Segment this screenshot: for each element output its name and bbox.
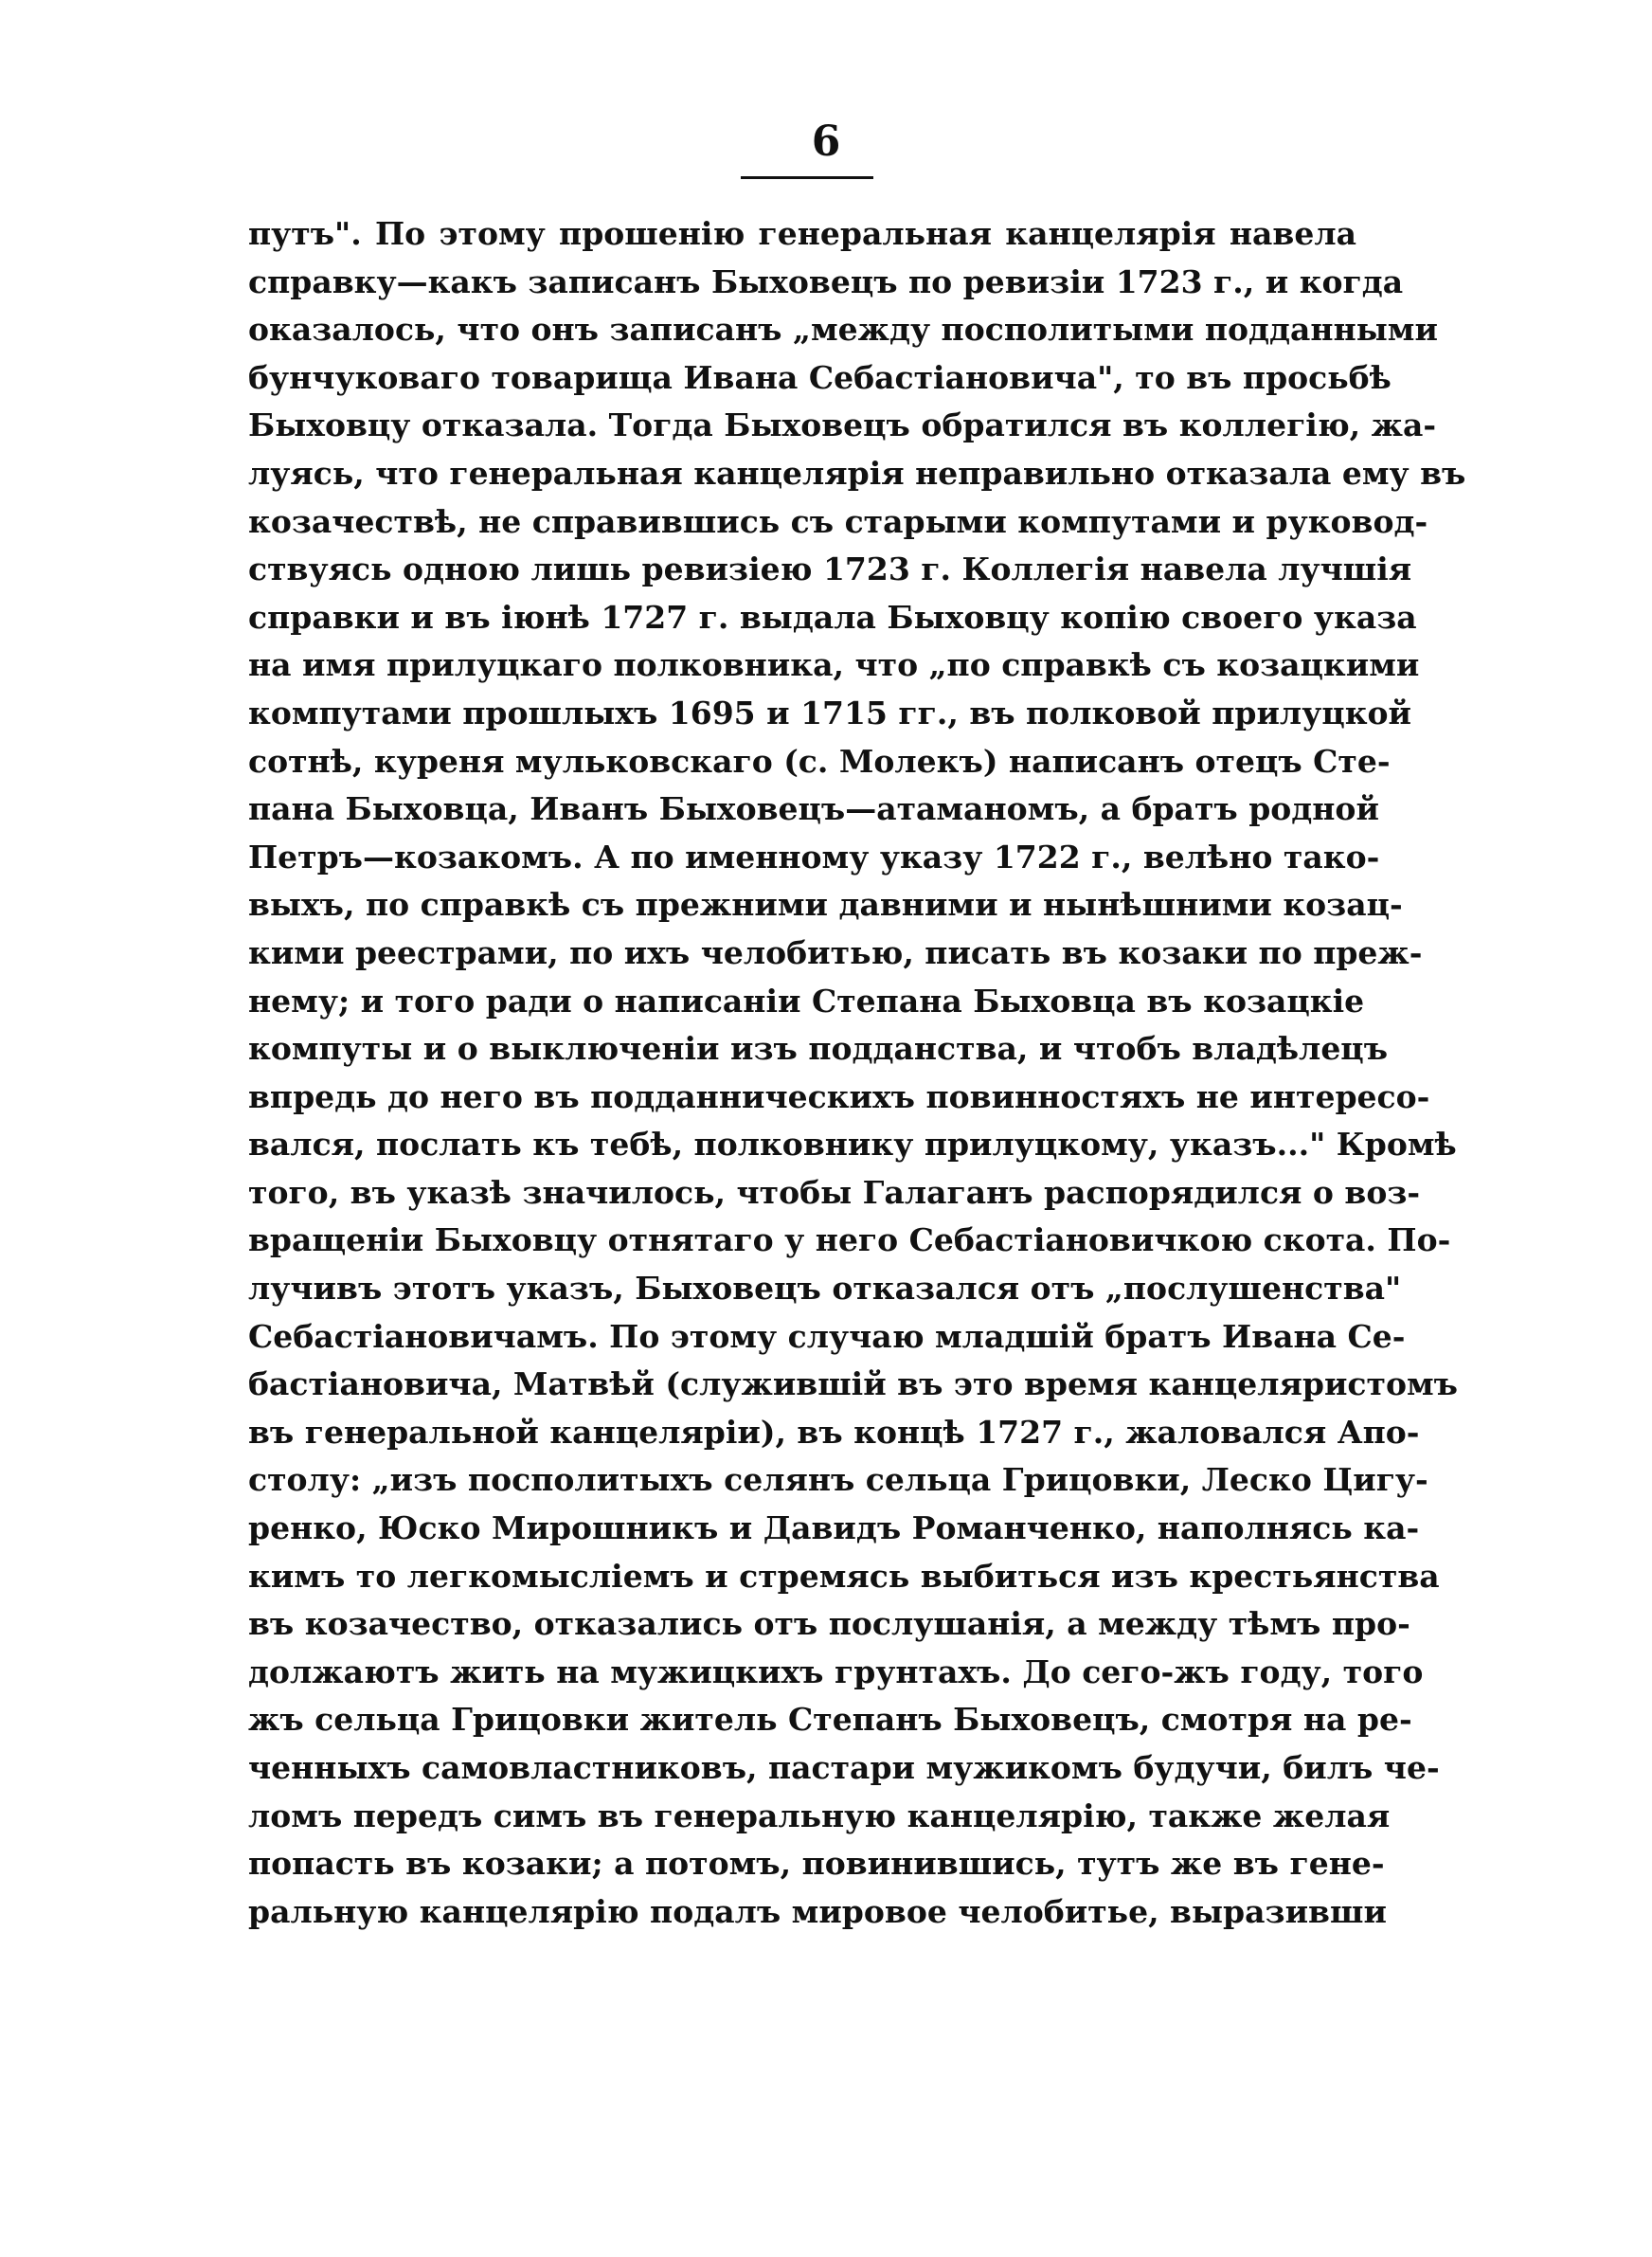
text-line: кими реестрами, по ихъ челобитью, писать въ козаки по преж- bbox=[248, 933, 1423, 971]
text-line: Быховцу отказала. Тогда Быховецъ обратился въ коллегію, жа- bbox=[248, 406, 1437, 444]
text-line: на имя прилуцкаго полковника, что „по справкѣ съ козацкими bbox=[248, 646, 1420, 684]
text-line: Петръ—козакомъ. А по именному указу 1722 г., велѣно тако- bbox=[248, 838, 1380, 876]
text-line: жъ сельца Грицовки житель Степанъ Быховецъ, смотря на ре- bbox=[248, 1701, 1412, 1739]
text-line: попасть въ козаки; а потомъ, повинившись, тутъ же въ гене- bbox=[248, 1845, 1385, 1883]
text-line: въ козачество, отказались отъ послушанія, а между тѣмъ про- bbox=[248, 1605, 1410, 1643]
text-line: козачествѣ, не справившись съ старыми компутами и руковод- bbox=[248, 502, 1428, 540]
page-number: 6 bbox=[811, 117, 841, 166]
text-line: ствуясь одною лишь ревизіею 1723 г. Коллегія навела лучшія bbox=[248, 551, 1412, 588]
text-line: лучивъ этотъ указъ, Быховецъ отказался отъ „послушенства" bbox=[248, 1270, 1402, 1308]
text-line: компутами прошлыхъ 1695 и 1715 гг., въ полковой прилуцкой bbox=[248, 694, 1412, 731]
text-line: справку—какъ записанъ Быховецъ по ревизіи 1723 г., и когда bbox=[248, 262, 1404, 300]
text-line: того, въ указѣ значилось, чтобы Галаганъ распорядился о воз- bbox=[248, 1173, 1421, 1211]
text-line: выхъ, по справкѣ съ прежними давними и нынѣшними козац- bbox=[248, 886, 1403, 924]
text-line: луясь, что генеральная канцелярія неправильно отказала ему въ bbox=[248, 454, 1466, 492]
text-line: должаютъ жить на мужицкихъ грунтахъ. До сего-жъ году, того bbox=[248, 1652, 1424, 1690]
text-line: въ генеральной канцеляріи), въ концѣ 1727 г., жаловался Апо- bbox=[248, 1413, 1420, 1451]
text-line: сотнѣ, куреня мульковскаго (с. Молекъ) написанъ отецъ Сте- bbox=[248, 742, 1391, 780]
text-line: оказалось, что онъ записанъ „между посполитыми подданными bbox=[248, 311, 1438, 349]
text-line: ральную канцелярію подалъ мировое челобитье, выразивши bbox=[248, 1892, 1387, 1930]
text-line: пана Быховца, Иванъ Быховецъ—атаманомъ, а братъ родной bbox=[248, 790, 1379, 828]
text-line: бастіановича, Матвѣй (служившій въ это время канцеляристомъ bbox=[248, 1365, 1458, 1403]
text-line: столу: „изъ посполитыхъ селянъ сельца Грицовки, Леско Цигу- bbox=[248, 1461, 1428, 1499]
text-line: Себастіановичамъ. По этому случаю младшій братъ Ивана Се- bbox=[248, 1317, 1406, 1355]
text-line: впредь до него въ подданническихъ повинностяхъ не интересо- bbox=[248, 1077, 1430, 1115]
page-number-rule bbox=[741, 176, 873, 179]
text-line: справки и въ іюнѣ 1727 г. выдала Быховцу копію своего указа bbox=[248, 598, 1417, 636]
text-line: нему; и того ради о написаніи Степана Быховца въ козацкіе bbox=[248, 982, 1365, 1020]
text-line: вращеніи Быховцу отнятаго у него Себастіановичкою скота. По- bbox=[248, 1221, 1451, 1259]
text-line: путъ". По этому прошенію генеральная канцелярія навела bbox=[248, 215, 1356, 252]
text-line: ченныхъ самовластниковъ, пастари мужикомъ будучи, билъ че- bbox=[248, 1749, 1440, 1786]
text-line: бунчуковаго товарища Ивана Себастіановича", то въ просьбѣ bbox=[248, 358, 1392, 396]
text-line: кимъ то легкомысліемъ и стремясь выбиться изъ крестьянства bbox=[248, 1557, 1440, 1595]
text-line: вался, послать къ тебѣ, полковнику прилуцкому, указъ..." Кромѣ bbox=[248, 1126, 1457, 1164]
body-text bbox=[248, 210, 1466, 1936]
text-line: ренко, Юско Мирошникъ и Давидъ Романченко, наполнясь ка- bbox=[248, 1509, 1420, 1547]
text-line: компуты и о выключеніи изъ подданства, и чтобъ владѣлецъ bbox=[248, 1030, 1389, 1068]
text-line: ломъ передъ симъ въ генеральную канцелярію, также желая bbox=[248, 1797, 1391, 1834]
